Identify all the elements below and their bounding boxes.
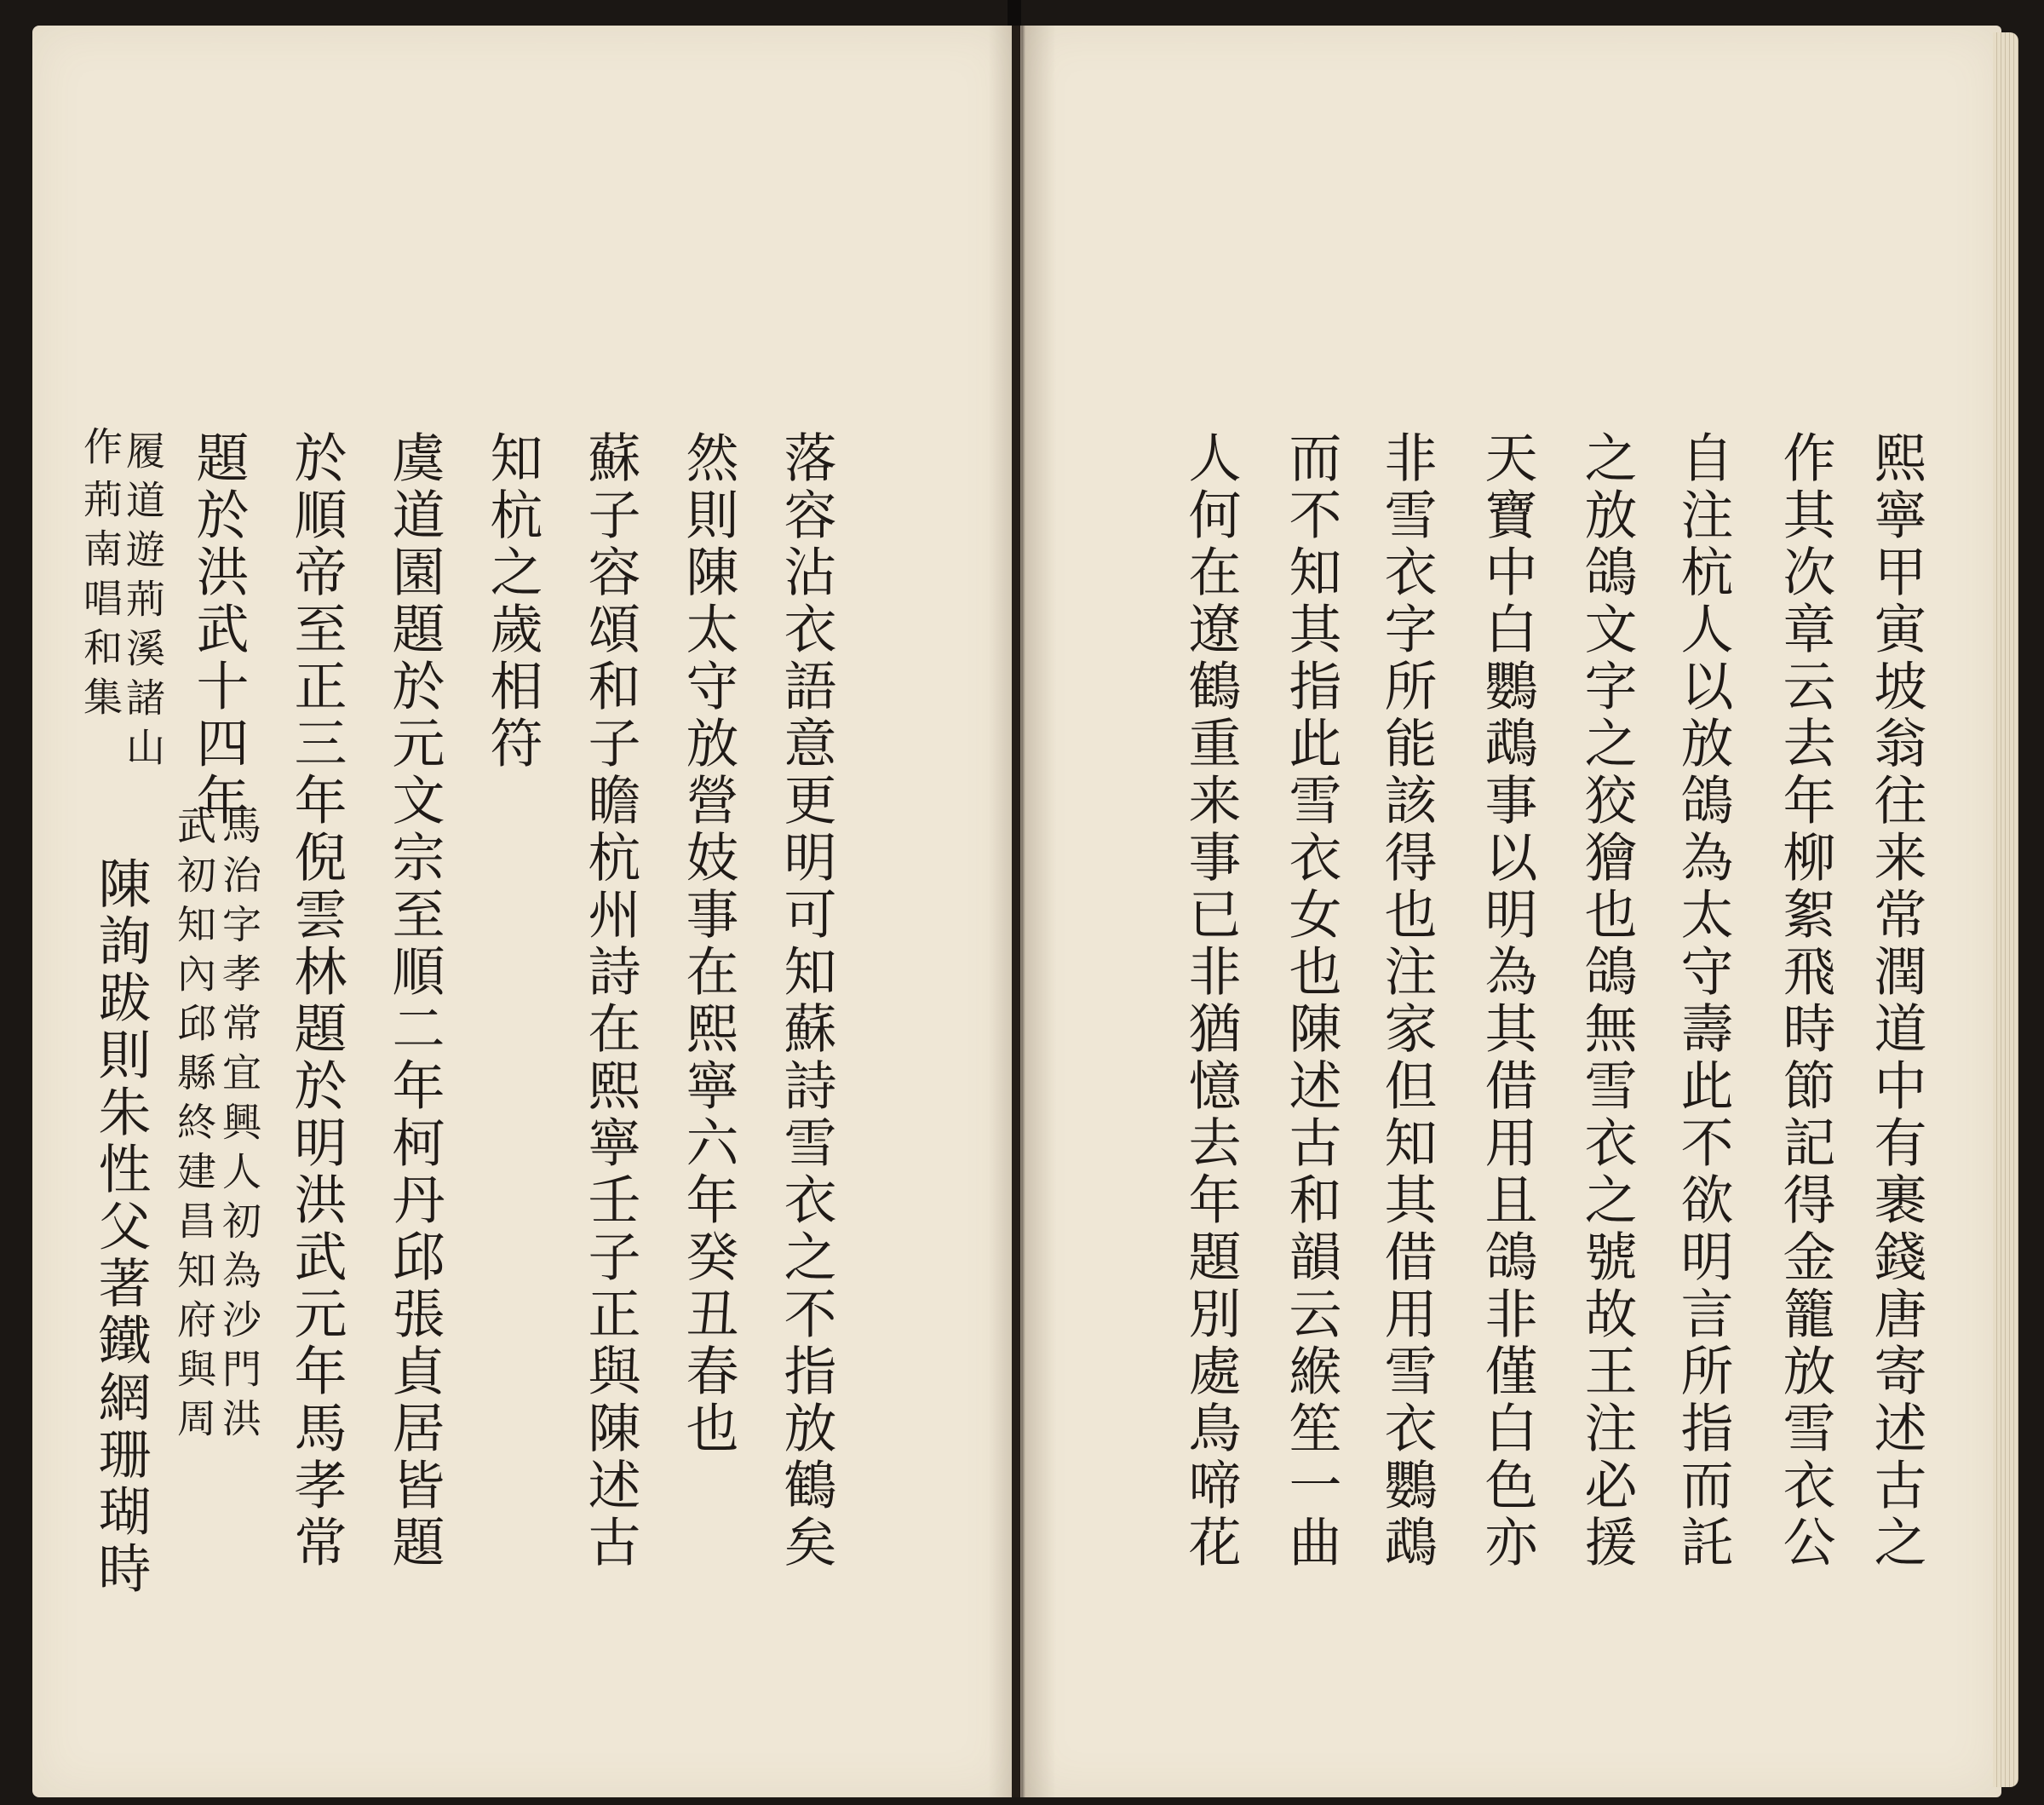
left-column-8: 陳詢跋則朱性父著鐵網珊瑚時 [89, 856, 152, 1598]
right-column-3: 自注杭人以放鴿為太守壽此不欲明言所指而託 [1672, 430, 1734, 1572]
left-column-2: 然則陳太守放營妓事在熙寧六年癸丑春也 [677, 430, 739, 1457]
right-column-7: 而不知其指此雪衣女也陳述古和韻云緱笙一曲 [1280, 430, 1342, 1572]
left-column-5: 虞道園題於元文宗至順二年柯丹邱張貞居皆題 [383, 430, 445, 1572]
note-column-3: 履道遊荊溪諸山 [120, 430, 166, 776]
page-edges [1993, 32, 2018, 1787]
gutter [988, 26, 1056, 1797]
left-column-9: 作 [78, 426, 123, 475]
spine-clip [1008, 0, 1021, 26]
left-column-1: 落容沾衣語意更明可知蘇詩雪衣之不指放鶴矣 [775, 430, 837, 1572]
right-column-4: 之放鴿文字之狡獪也鴿無雪衣之號故王注必援 [1576, 430, 1638, 1572]
right-column-2: 作其次章云去年柳絮飛時節記得金籠放雪衣公 [1774, 430, 1836, 1572]
right-column-5: 天寶中白鸚鵡事以明為其借用且鴿非僅白色亦 [1476, 430, 1538, 1572]
left-column-7: 題於洪武十四年 [187, 430, 250, 830]
left-column-3: 蘇子容頌和子瞻杭州詩在熙寧壬子正與陳述古 [579, 430, 641, 1572]
note-column-1: 馬治字孝常宜興人初為沙門洪 [216, 805, 262, 1447]
left-column-6: 於順帝至正三年倪雲林題於明洪武元年馬孝常 [285, 430, 347, 1572]
note-column-2: 武初知內邱縣終建昌知府與周 [171, 805, 217, 1447]
right-column-8: 人何在遼鶴重来事已非猶憶去年題別處鳥啼花 [1180, 430, 1242, 1572]
right-column-1: 熙寧甲寅坡翁往来常潤道中有裹錢唐寄述古之 [1865, 430, 1927, 1572]
left-column-4: 知杭之歲相符 [481, 430, 543, 773]
right-column-6: 非雪衣字所能該得也注家但知其借用雪衣鸚鵡 [1375, 430, 1438, 1572]
note-column-4: 荊南唱和集 [78, 479, 123, 726]
